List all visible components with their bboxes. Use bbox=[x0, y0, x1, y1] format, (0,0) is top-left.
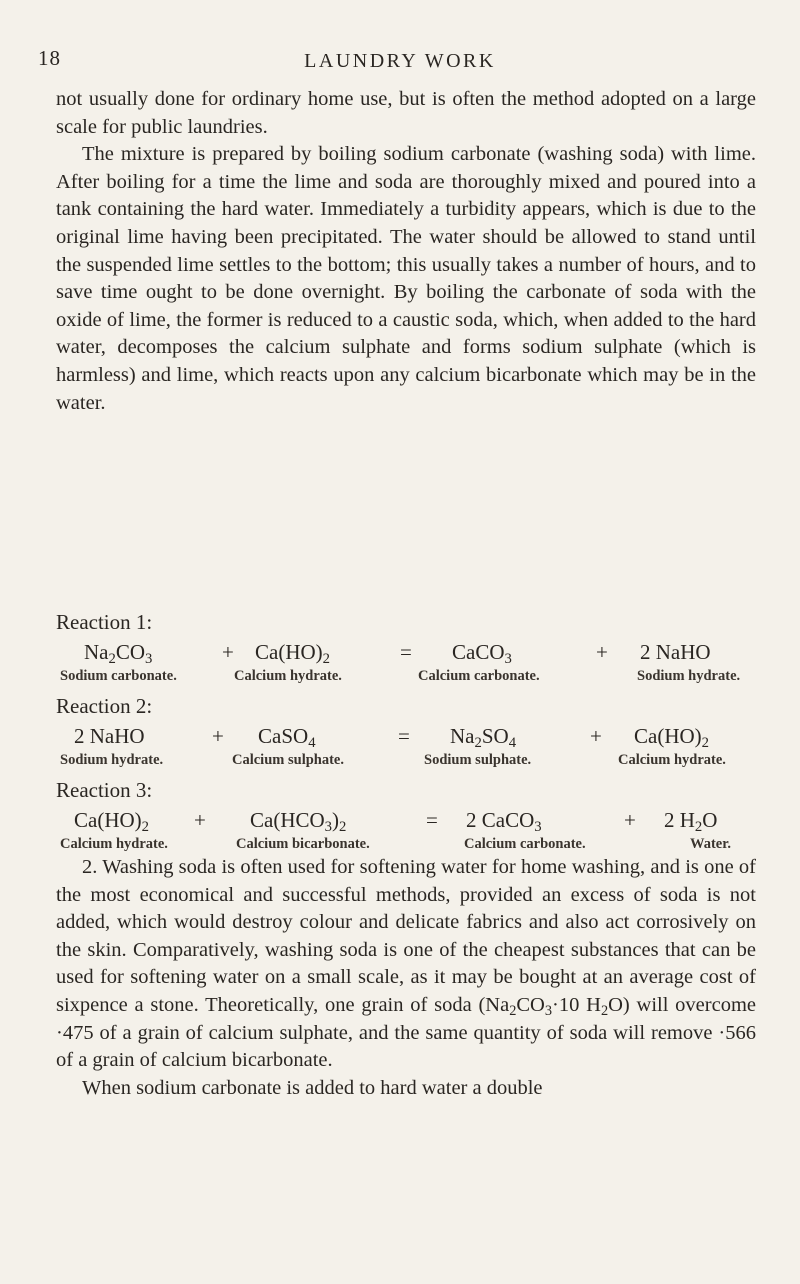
reaction-2-plus-2: + bbox=[590, 724, 602, 748]
reaction-1-heading: Reaction 1: bbox=[56, 610, 153, 634]
reaction-2-label-2: Calcium sulphate. bbox=[232, 752, 344, 768]
reaction-2-label-3: Sodium sulphate. bbox=[424, 752, 532, 768]
reaction-2-label-1: Sodium hydrate. bbox=[60, 752, 164, 768]
reaction-3-plus-2: + bbox=[624, 808, 636, 832]
reaction-3-term-3: 2 CaCO$_3$ bbox=[466, 808, 542, 835]
reaction-1-label-4: Sodium hydrate. bbox=[637, 668, 741, 684]
reaction-3-label-2: Calcium bicarbonate. bbox=[236, 836, 370, 852]
reaction-1-term-4: 2 NaHO bbox=[640, 640, 711, 664]
paragraph: not usually done for ordinary home use, but is often the method adopted on a large scale for public laundries. bbox=[56, 88, 756, 138]
reaction-2-plus: + bbox=[212, 724, 224, 748]
reaction-3-label-4: Water. bbox=[690, 836, 731, 852]
reaction-3-term-4: 2 $H_2O$ bbox=[664, 808, 718, 835]
reaction-3-label-1: Calcium hydrate. bbox=[60, 836, 168, 852]
paragraph: The mixture is prepared by boiling sodium carbonate (washing soda) with lime. After boiling for a time the lime and soda are thoroughly mixed and poured into a tank containing the hard water. Immediately a turbidity appears, which is due to the original lime having been precipitated. The water should be allowed to stand until the suspended lime settles to the bottom; this usually takes a number of hours, and to save time ought to be done overnight. By boiling the carbonate of soda with the oxide of lime, the former is reduced to a caustic soda, which, when added to the hard water, decomposes the calcium sulphate and forms sodium sulphate (which is harmless) and lime, which reacts upon any calcium bicarbonate which may be in the water. bbox=[56, 143, 756, 414]
reaction-1-plus: + bbox=[222, 640, 234, 664]
reaction-1-equals: = bbox=[400, 640, 412, 664]
reaction-3-label-3: Calcium carbonate. bbox=[464, 836, 586, 852]
reaction-1-label-3: Calcium carbonate. bbox=[418, 668, 540, 684]
reaction-2-term-2: CaSO$_4$ bbox=[258, 724, 316, 751]
reaction-1-label-2: Calcium hydrate. bbox=[234, 668, 342, 684]
reaction-1-term-1: $Na_2CO_3$ bbox=[84, 640, 153, 667]
reaction-2-term-3: $Na_2SO_4$ bbox=[450, 724, 517, 751]
paragraph: When sodium carbonate is added to hard water a double bbox=[82, 1076, 543, 1099]
page-number: 18 bbox=[38, 46, 61, 70]
reaction-1-term-2: $Ca(HO)_2$ bbox=[255, 640, 330, 667]
reaction-2-label-4: Calcium hydrate. bbox=[618, 752, 726, 768]
running-head: LAUNDRY WORK bbox=[304, 50, 496, 72]
body-text-top bbox=[56, 86, 756, 417]
reaction-3-heading: Reaction 3: bbox=[56, 778, 153, 802]
reaction-3-term-1: $Ca(HO)_2$ bbox=[74, 808, 149, 835]
reaction-1-plus-2: + bbox=[596, 640, 608, 664]
paragraph: 2. Washing soda is often used for softening water for home washing, and is one of the most economical and successful methods, provided an excess of soda is not added, which would destroy colour and delicate fabrics and also act corrosively on the skin. Comparatively, washing soda is one of the cheapest substances that can be used for softening water on a small scale, as it may be bought at an average cost of sixpence a stone. Theoretically, one grain of soda ($Na_2CO_3\cdot 10$ $H_2O$) will overcome ·475 of a grain of calcium sulphate, and the same quantity of soda will remove ·566 of a grain of calcium bicarbonate. bbox=[56, 856, 756, 1072]
reaction-2-equals: = bbox=[398, 724, 410, 748]
reaction-2-term-1: 2 NaHO bbox=[74, 724, 145, 748]
reaction-1-label-1: Sodium carbonate. bbox=[60, 668, 177, 684]
body-text-bottom bbox=[56, 854, 756, 1102]
reaction-2-term-4: $Ca(HO)_2$ bbox=[634, 724, 709, 751]
reaction-1-term-3: CaCO$_3$ bbox=[452, 640, 512, 667]
reaction-3-term-2: $Ca(HCO_3)_2$ bbox=[250, 808, 347, 835]
reaction-2-heading: Reaction 2: bbox=[56, 694, 153, 718]
reaction-3-equals: = bbox=[426, 808, 438, 832]
reaction-3-plus: + bbox=[194, 808, 206, 832]
